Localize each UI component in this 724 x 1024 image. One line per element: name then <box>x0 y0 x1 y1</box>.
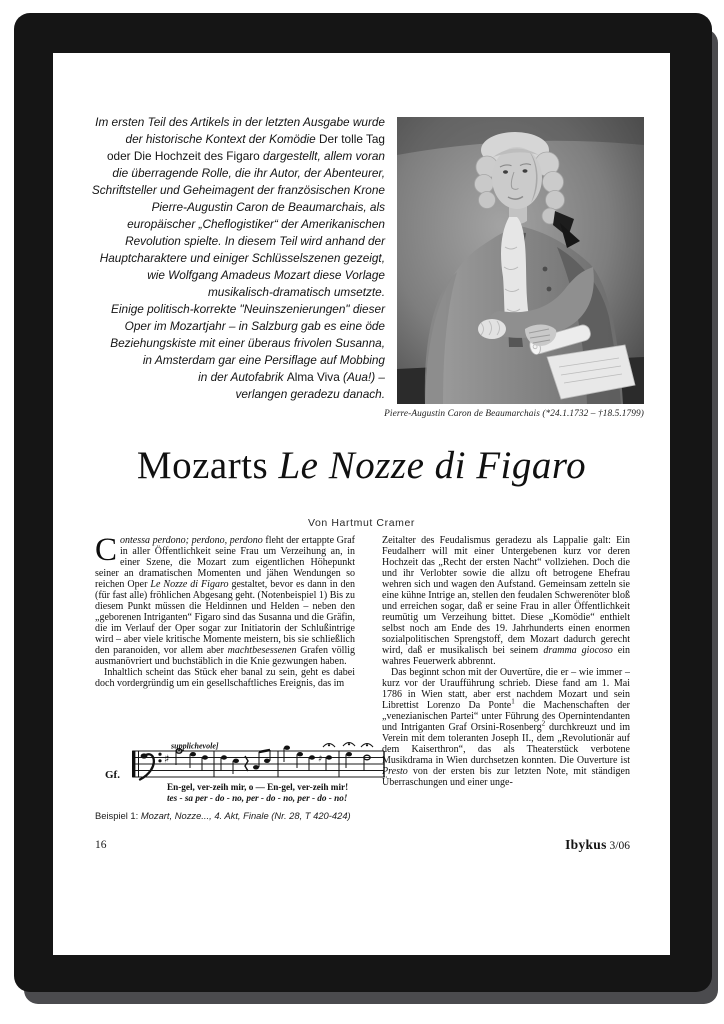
text-run: die Machenschaften der „venezianischen Partei“ unter Führung des Opernintendanten und Intriganten Graf Orsini-Rosenberg <box>382 700 630 733</box>
text-run: dramma giocoso <box>543 645 613 656</box>
journal-footer <box>565 836 630 854</box>
text-run: gestaltet, bevor es dann in den (für fast alle) fröhlichen Abgesang geht. (Notenbeispiel 1) Bis zu diesem Punkt müssen die Heldinnen und Helden – neben den „geborenen Intriganten“ Figaro sind das Susanna und die Gräfin, die im Verlauf der Oper sogar zur Initiatorin der Schlußintrige wird – aber viele kritische Momente meistern, bis sie schließlich den paranoiden, vor allem aber <box>95 579 355 656</box>
byline: Von Hartmut Cramer <box>307 517 416 529</box>
body-paragraph <box>368 535 630 667</box>
left-column <box>95 535 355 741</box>
text-run: Einige politisch-korrekte "Neuinszenierungen" dieser <box>111 302 385 316</box>
intro-paragraph <box>71 114 385 403</box>
magazine-page <box>53 53 670 955</box>
journal-name: Ibykus <box>565 837 607 852</box>
text-run: (Aua!) – <box>343 370 385 384</box>
body-paragraph <box>95 667 355 689</box>
journal-issue: 3/06 <box>606 840 630 852</box>
footnote-marker: 1 <box>511 697 515 706</box>
footnote-marker: 2 <box>541 719 546 728</box>
text-run: Inhaltlich scheint das Stück eher banal zu sein, geht es dabei doch vordergründig um ein gesellschaftliches Ereignis, das im <box>95 667 355 689</box>
article-title <box>53 443 670 488</box>
svg-text:♯: ♯ <box>318 754 323 765</box>
text-run: Beziehungskiste mit einer überaus frivolen Susanna, <box>110 336 385 350</box>
bass-clef-icon <box>140 753 162 780</box>
intro-line <box>71 386 385 403</box>
text-run: Alma Viva <box>286 370 344 384</box>
drop-cap: C <box>95 535 118 568</box>
text-run: Hauptcharaktere und einiger Schlüsselszenen gezeigt, <box>99 251 385 265</box>
intro-line <box>71 335 385 352</box>
example-caption-label: Beispiel 1: <box>95 810 141 821</box>
example-caption-text: Mozart, Nozze..., 4. Akt, Finale (Nr. 28, T 420-424) <box>140 810 351 821</box>
text-run: dargestellt, allem voran <box>263 149 385 163</box>
text-run: Das beginnt schon mit der Ouvertüre, die er – wie immer – kurz vor der Uraufführung schrieb. Diese fand am 1. Mai 1786 in Wien statt, aber erst nachdem Mozart und sein Librettist Lorenzo Da Ponte <box>382 667 630 711</box>
text-run: Oper im Mozartjahr – in Salzburg gab es eine öde <box>124 319 385 333</box>
body-paragraph <box>368 667 630 788</box>
text-run: Schriftsteller und Geheimagent der französischen Krone <box>91 183 385 197</box>
intro-line <box>71 318 385 335</box>
intro-line <box>71 199 385 216</box>
text-run: die überragende Rolle, die ihr Autor, der Abenteurer, <box>112 166 385 180</box>
lyrics-italian: tes - sa per - do - no, per - do - no, per - do - no! <box>167 793 348 803</box>
text-run: Grafen völlig ausmanövriert und buchstäblich in die Knie gezwungen haben. <box>95 645 355 667</box>
text-run: wie Wolfgang Amadeus Mozart diese Vorlage <box>147 268 385 282</box>
intro-line <box>71 114 385 131</box>
intro-line <box>71 267 385 284</box>
voice-label: Gf. <box>105 769 120 781</box>
intro-line <box>71 233 385 250</box>
text-run: Presto <box>382 766 408 777</box>
text-run: Le Nozze di Figaro <box>150 579 229 590</box>
text-run: ontessa perdono; perdono, perdono <box>120 535 263 546</box>
intro-line <box>71 182 385 199</box>
intro-line <box>71 216 385 233</box>
intro-line <box>71 250 385 267</box>
right-column <box>368 535 630 811</box>
fermata-icons <box>323 743 373 748</box>
title-plain: Mozarts <box>136 444 279 487</box>
music-staff-svg <box>103 741 389 805</box>
text-run: oder Die Hochzeit des Figaro <box>106 149 264 163</box>
lyrics-german: En-gel, ver-zeih mir, o — En-gel, ver-zeih mir! <box>167 782 349 792</box>
intro-line <box>71 369 385 386</box>
music-example <box>103 741 389 805</box>
text-run: Der tolle Tag <box>318 132 385 146</box>
page-number: 16 <box>95 839 107 851</box>
title-italic: Le Nozze di Figaro <box>278 444 587 487</box>
text-run: Zeitalter des Feudalismus geradezu als Lappalie galt: Ein Feudalherr will mit einer Untergebenen kurz vor deren Hochzeit das „Recht der ersten Nacht“ vollziehen. Doch die und ihr Verlobter sowie die allzu oft betrogene Ehefrau wehren sich und wagen den Aufstand. Gemeinsam zetteln sie eine kühne Intrige an, stellen den feudalen Schwerenöter bloß und erreichen sogar, daß er seine Frau in aller Öffentlichkeit reumütig um Verzeihung bittet. Diese „Komödie“ enthielt selbst noch am Ende des 19. Jahrhunderts einen enormen sozialpolitischen Sprengstoff, dem Mozart dadurch gerecht wird, daß er musikalisch bei seinem <box>382 535 630 656</box>
text-run: verlangen geradezu danach. <box>235 387 385 401</box>
intro-line <box>71 301 385 318</box>
intro-line <box>71 165 385 182</box>
text-run: musikalisch-dramatisch umsetzte. <box>207 285 385 299</box>
text-run: durchkreuzt und im Verein mit dem toleranten Joseph II., dem „Revolutionär auf dem Kaiserthron“, das als Theaterstück verbotene Musikdrama in Wien durchsetzen konnten. Die Ouverture ist <box>382 722 630 766</box>
example-caption <box>95 810 351 821</box>
text-run: machtbesessenen <box>227 645 297 656</box>
text-run: Im ersten Teil des Artikels in der letzten Ausgabe wurde <box>95 115 385 129</box>
text-run: Pierre-Augustin Caron de Beaumarchais, als <box>151 200 385 214</box>
text-run: in der Autofabrik <box>198 370 287 384</box>
text-run: von der ersten bis zur letzten Note, mit ständigen Überraschungen und einer unge- <box>382 766 630 788</box>
body-paragraph <box>95 535 355 667</box>
portrait-painting <box>397 117 644 404</box>
text-run: fleht der ertappte Graf in aller Öffentlichkeit seine Frau um Verzeihung an, in einer Szene, die Mozart zum eigentlichen Höhepunkt seiner an dramatischen Momenten und jähen Wendungen so reichen Oper <box>95 535 355 590</box>
portrait-caption: Pierre-Augustin Caron de Beaumarchais (*24.1.1732 – †18.5.1799) <box>384 409 644 419</box>
key-signature-sharp-icon: ♯ <box>164 752 170 766</box>
tempo-instruction: supplichevole] <box>171 741 219 751</box>
text-run: europäischer „Cheflogistiker“ der Amerikanischen <box>127 217 385 231</box>
intro-line <box>71 352 385 369</box>
intro-line <box>71 131 385 148</box>
text-run: in Amsterdam gar eine Persiflage auf Mobbing <box>142 353 385 367</box>
page-frame <box>14 13 712 992</box>
text-run: Revolution spielte. In diesem Teil wird anhand der <box>125 234 385 248</box>
text-run: der historische Kontext der Komödie <box>125 132 319 146</box>
portrait-image <box>397 117 644 404</box>
text-run: ein wahres Feuerwerk abbrennt. <box>382 645 630 667</box>
intro-line <box>71 148 385 165</box>
intro-line <box>71 284 385 301</box>
